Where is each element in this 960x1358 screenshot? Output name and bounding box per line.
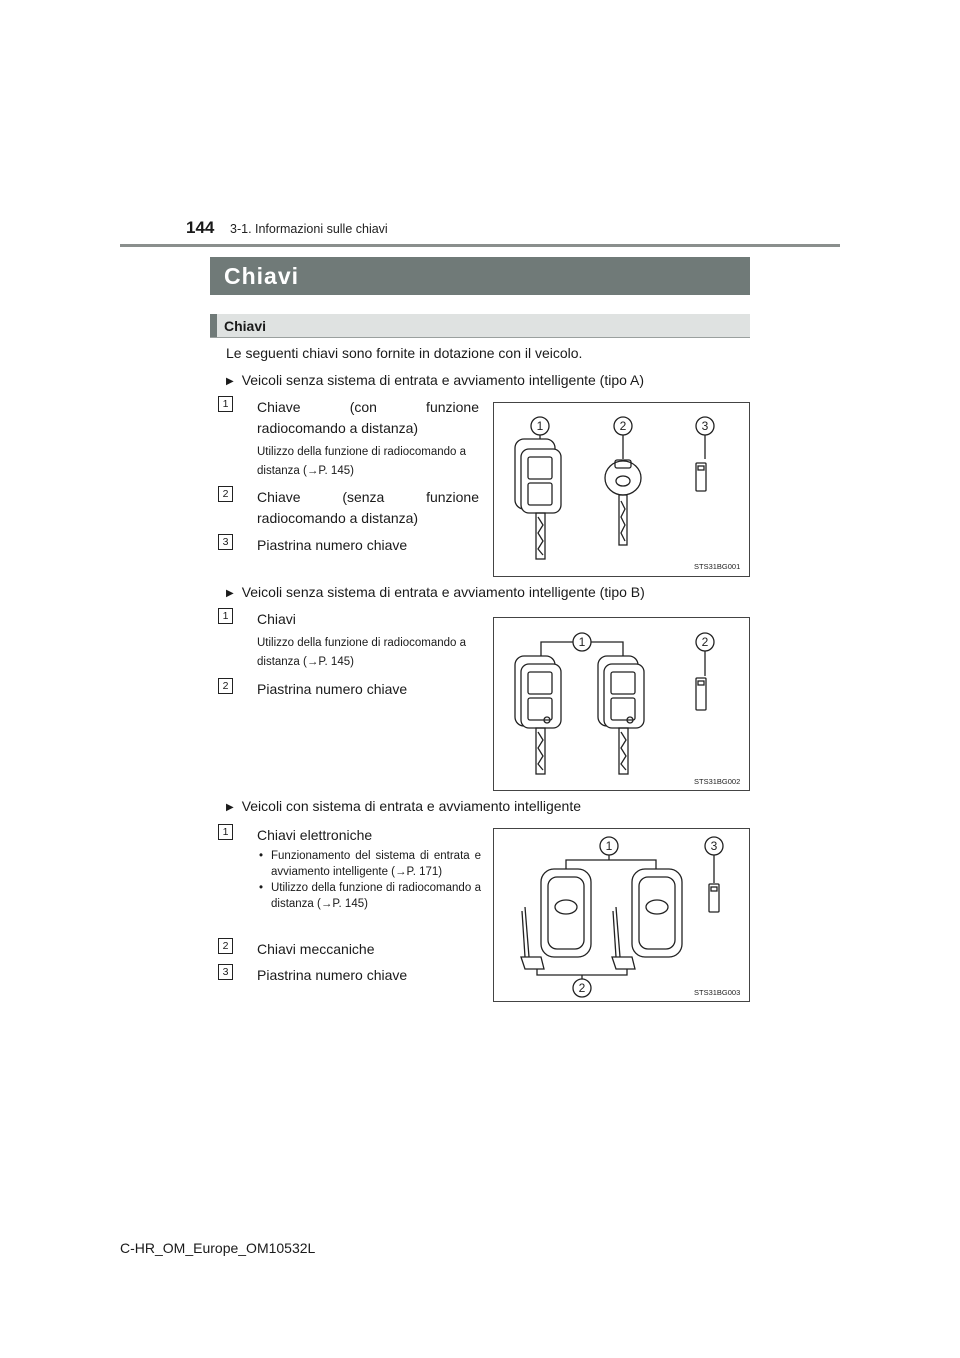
figure-code: STS31BG001: [694, 562, 741, 571]
keys-type-b-illustration: [494, 618, 751, 792]
callout-label: 2: [701, 635, 709, 649]
triangle-bullet-icon: ▶: [226, 588, 234, 599]
item-label: Chiave (senza funzione radiocomando a distanza): [257, 489, 479, 526]
figure-keys-type-a: [493, 402, 750, 577]
item-number: 2: [218, 486, 233, 502]
group-c-heading: [226, 798, 581, 814]
figure-keys-type-b: [493, 617, 750, 791]
item-number: 2: [218, 678, 233, 694]
item-note: Utilizzo della funzione di radiocomando a distanza (→P. 145): [257, 637, 467, 668]
item-label: Piastrina numero chiave: [257, 681, 408, 697]
item-label: Piastrina numero chiave: [257, 967, 408, 983]
figure-keys-smart: [493, 828, 750, 1002]
smart-keys-illustration: [494, 829, 751, 1003]
figure-code: STS31BG003: [694, 988, 741, 997]
group-a-heading-text: Veicoli senza sistema di entrata e avviamento intelligente (tipo A): [241, 372, 645, 388]
item-label: Chiavi meccaniche: [257, 941, 375, 957]
footer-document-id: C-HR_OM_Europe_OM10532L: [120, 1240, 316, 1256]
item-label: Chiavi elettroniche: [257, 827, 373, 843]
header-divider: [120, 244, 840, 247]
group-b-heading-text: Veicoli senza sistema di entrata e avviamento intelligente (tipo B): [241, 584, 645, 600]
callout-label: 1: [605, 839, 613, 853]
section-reference: 3-1. Informazioni sulle chiavi: [230, 222, 388, 236]
note-list-item: • Utilizzo della funzione di radiocomando a distanza (→P. 145): [257, 880, 481, 912]
group-b-heading: [226, 584, 645, 600]
item-number: 1: [218, 824, 233, 840]
item-number: 3: [218, 534, 233, 550]
item-label: Chiavi: [257, 611, 296, 627]
item-label: Piastrina numero chiave: [257, 537, 408, 553]
group-c-heading-text: Veicoli con sistema di entrata e avviamento intelligente: [241, 798, 582, 814]
page-number: 144: [186, 218, 215, 237]
note-list-item: • Funzionamento del sistema di entrata e avviamento intelligente (→P. 171): [257, 848, 481, 880]
keys-type-a-illustration: [494, 403, 751, 578]
callout-label: 3: [701, 419, 709, 433]
page-title: Chiavi: [210, 257, 750, 295]
callout-label: 2: [619, 419, 627, 433]
triangle-bullet-icon: ▶: [226, 802, 234, 813]
subsection-heading: [210, 314, 750, 338]
intro-text: Le seguenti chiavi sono fornite in dotazione con il veicolo.: [226, 345, 583, 361]
item-number: 1: [218, 608, 233, 624]
callout-label: 2: [578, 981, 586, 995]
subsection-title: Chiavi: [224, 318, 267, 334]
item-label: Chiave (con funzione radiocomando a distanza): [257, 399, 479, 436]
item-note: Utilizzo della funzione di radiocomando a distanza (→P. 145): [257, 446, 467, 477]
subsection-accent: [210, 314, 217, 337]
item-number: 2: [218, 938, 233, 954]
callout-label: 1: [536, 419, 544, 433]
triangle-bullet-icon: ▶: [226, 376, 234, 387]
callout-label: 3: [710, 839, 718, 853]
item-number: 1: [218, 396, 233, 412]
item-note-list: [257, 848, 481, 912]
group-a-heading: [226, 372, 644, 388]
figure-code: STS31BG002: [694, 777, 741, 786]
callout-label: 1: [578, 635, 586, 649]
item-number: 3: [218, 964, 233, 980]
